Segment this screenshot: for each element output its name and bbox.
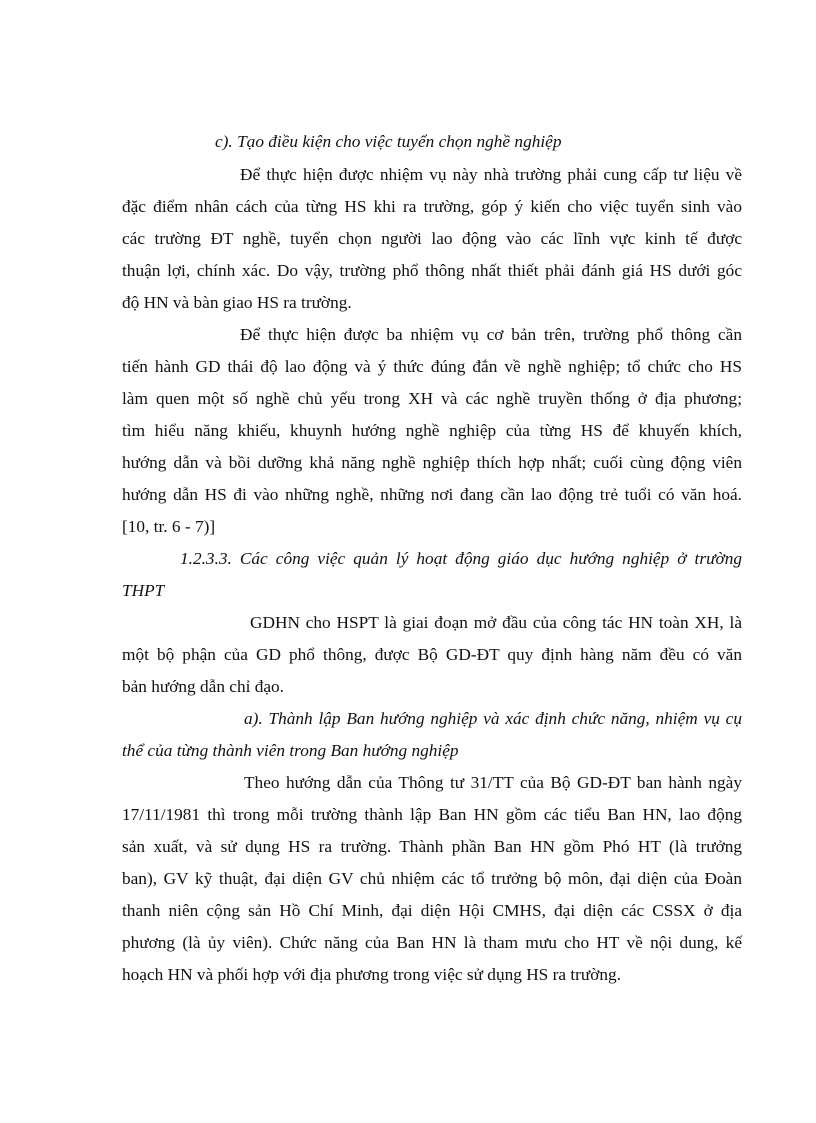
section-1233-heading-cont: THPT xyxy=(122,581,165,600)
para1-line: độ HN và bàn giao HS ra trường. xyxy=(122,293,352,312)
para2-line: Để thực hiện được ba nhiệm vụ cơ bản trên, trường phổ thông cần xyxy=(240,325,742,344)
para1-line: thuận lợi, chính xác. Do vậy, trường phổ thông nhất thiết phải đánh giá HS dưới góc xyxy=(122,261,742,280)
para1-line: Để thực hiện được nhiệm vụ này nhà trường phải cung cấp tư liệu về xyxy=(240,165,742,184)
section-a-heading-cont: thể của từng thành viên trong Ban hướng nghiệp xyxy=(122,741,459,760)
para-a-line: 17/11/1981 thì trong mỗi trường thành lập Ban HN gồm các tiểu Ban HN, lao động xyxy=(122,805,742,824)
para-a-line: Theo hướng dẫn của Thông tư 31/TT của Bộ GD-ĐT ban hành ngày xyxy=(244,773,742,792)
para1-line: các trường ĐT nghề, tuyển chọn người lao động vào các lĩnh vực kinh tế được xyxy=(122,229,742,248)
para2-line: [10, tr. 6 - 7)] xyxy=(122,517,216,536)
para2-line: hướng dẫn và bồi dưỡng khả năng nghề nghiệp thích hợp nhất; cuối cùng động viên xyxy=(122,453,742,472)
para-a-line: sản xuất, và sử dụng HS ra trường. Thành phần Ban HN gồm Phó HT (là trưởng xyxy=(122,837,742,856)
section-a-heading: a). Thành lập Ban hướng nghiệp và xác định chức năng, nhiệm vụ cụ xyxy=(244,709,742,728)
para-a-line: ban), GV kỹ thuật, đại diện GV chủ nhiệm các tổ trưởng bộ môn, đại diện của Đoàn xyxy=(122,869,742,888)
para2-line: tiến hành GD thái độ lao động và ý thức đúng đắn về nghề nghiệp; tổ chức cho HS xyxy=(122,357,742,376)
para-a-line: hoạch HN và phối hợp với địa phương trong việc sử dụng HS ra trường. xyxy=(122,965,622,984)
para1-line: đặc điểm nhân cách của từng HS khi ra trường, góp ý kiến cho việc tuyển sinh vào xyxy=(122,197,742,216)
para1233-line: một bộ phận của GD phổ thông, được Bộ GD-ĐT quy định hàng năm đều có văn xyxy=(122,645,742,664)
section-1233-heading: 1.2.3.3. Các công việc quản lý hoạt động giáo dục hướng nghiệp ở trường xyxy=(180,549,742,568)
para1233-line: bản hướng dẫn chỉ đạo. xyxy=(122,677,284,696)
para-a-line: phương (là ủy viên). Chức năng của Ban HN là tham mưu cho HT về nội dung, kế xyxy=(122,933,742,952)
para2-line: làm quen một số nghề chủ yếu trong XH và các nghề truyền thống ở địa phương; xyxy=(122,389,742,408)
para-a-line: thanh niên cộng sản Hồ Chí Minh, đại diện Hội CMHS, đại diện các CSSX ở địa xyxy=(122,901,742,920)
section-c-heading: c). Tạo điều kiện cho việc tuyển chọn nghề nghiệp xyxy=(215,132,562,151)
para2-line: tìm hiểu năng khiếu, khuynh hướng nghề nghiệp của từng HS để khuyến khích, xyxy=(122,421,742,440)
para1233-line: GDHN cho HSPT là giai đoạn mở đầu của công tác HN toàn XH, là xyxy=(250,613,742,632)
para2-line: hướng dẫn HS đi vào những nghề, những nơi đang cần lao động trẻ tuổi có văn hoá. xyxy=(122,485,742,504)
